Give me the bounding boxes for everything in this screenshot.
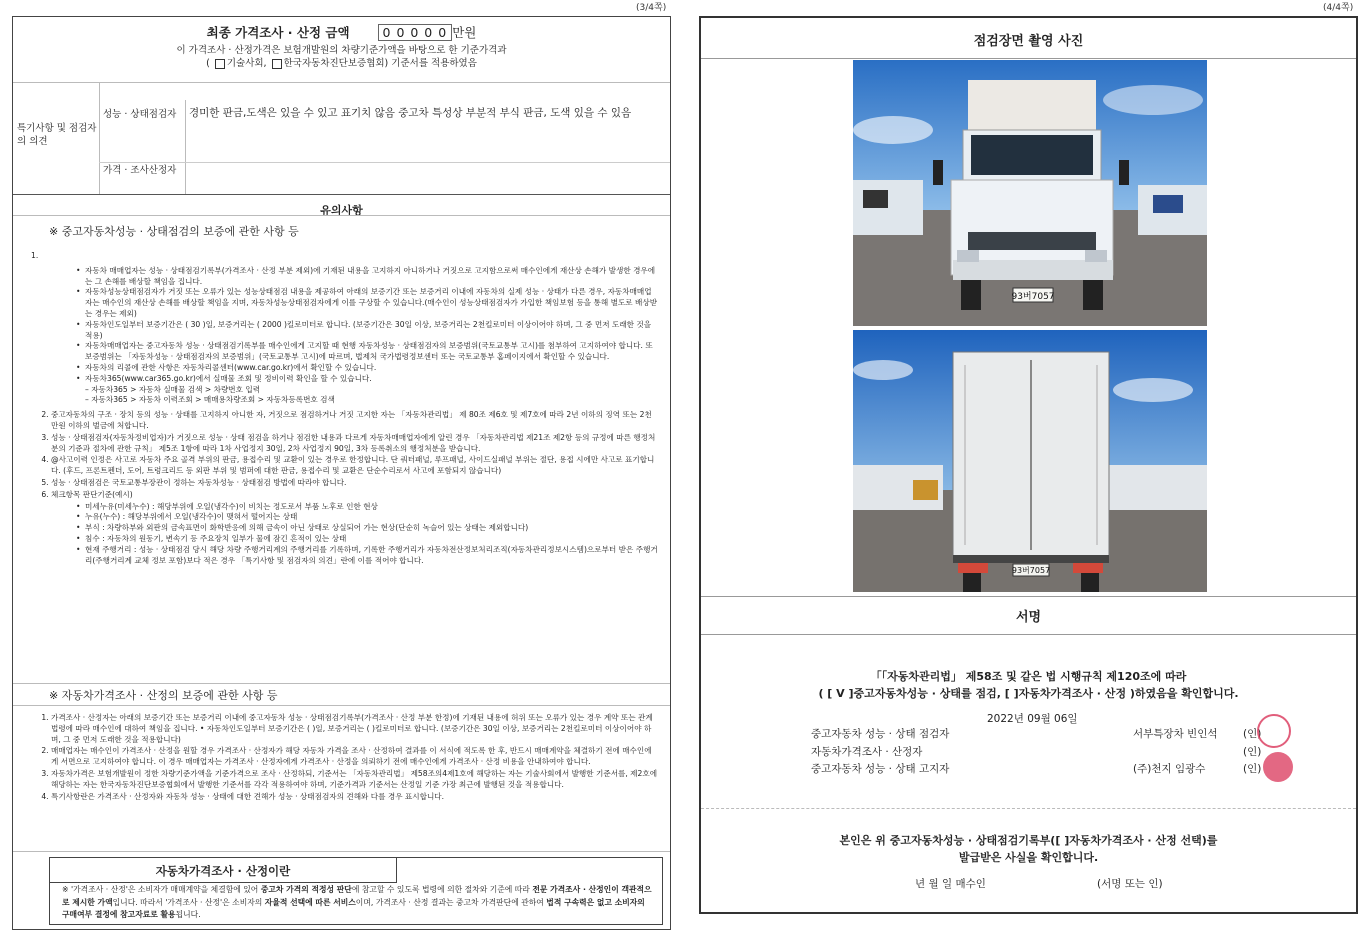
signer-seal: (인) — [1243, 745, 1262, 758]
section1-item-3: 3. 성능 · 상태점검자(자동차정비업자)가 거짓으로 성능 · 상태 점검을 하거나 점검한 내용과 다르게 자동차매매업자에게 알린 경우 「자동차관리법 제21조 제2항 등의 규정에 따른 행정처분의 기준과 절차에 관한 규칙」 제5조 1항에 따라 1차 사업정지 30일, 2차 사업정지 90일, 3차 등록취소의 행정처분을 받습니다. — [51, 433, 658, 455]
section1-bullet-5: • 자동차의 리콜에 관한 사항은 자동차리콜센터(www.car.go.kr)에서 확인할 수 있습니다. — [85, 363, 658, 374]
law-line2: ( [ V ]중고자동차성능 · 상태를 점검, [ ]자동차가격조사 · 산정 )하였음을 확인합니다. — [818, 687, 1239, 700]
section1-bullet-list — [31, 266, 658, 406]
notice-title-text: 유의사항 — [320, 204, 363, 217]
section1-bullet-2: • 자동차성능상태점검자가 거짓 또는 오류가 있는 성능상태점검 내용을 제공하여 아래의 보증기간 또는 보증거리 이내에 자동차의 실제 성능 · 상태가 다른 경우, 자동차매매업자는 매수인의 재산상 손해를 배상할 책임을 지며, 자동차성능상태점검자에게 이를 구상할 수 있습니다.(매수인이 성능상태점검자가 가입한 책임보험 등을 통해 별도로 배상받는 경우는 제외) — [85, 287, 658, 319]
signer-seal: (인) — [1243, 763, 1262, 775]
criteria-item-4: • 침수 : 자동차의 원동기, 변속기 등 주요장치 일부가 물에 잠긴 흔적이 있는 상태 — [85, 534, 658, 545]
buyer-confirmation — [701, 832, 1356, 866]
section1-bullet-3: • 자동차인도일부터 보증기간은 ( 30 )일, 보증거리는 ( 2000 )킬로미터로 합니다. (보증기간은 30일 이상, 보증거리는 2천킬로미터 이상이어야 하며, 그 중 먼저 도래한 것을 적용) — [85, 320, 658, 342]
price-assessment-info-box — [49, 857, 663, 925]
perf-inspector-label: 성능 · 상태점검자 — [103, 109, 177, 120]
section1-item-5: 5. 성능 · 상태점검은 국토교통부장관이 정하는 자동차성능 · 상태점검 방법에 따라야 합니다. — [51, 478, 658, 489]
criteria-item-3: • 부식 : 차량하부와 외판의 금속표면이 화학반응에 의해 금속이 아닌 상태로 상실되어 가는 현상(단순히 녹슬어 있는 상태는 제외합니다) — [85, 523, 658, 534]
signer-row — [811, 744, 1281, 762]
special-notes-label: 특기사항 및 점검자의 의견 — [17, 123, 97, 147]
signer-row — [811, 761, 1281, 779]
what-is-e: 입니다. 따라서 '가격조사 · 산정'은 소비자의 — [112, 897, 263, 907]
seal-stamp-inspector — [1257, 714, 1291, 748]
signer-row — [811, 726, 1281, 744]
section1-title: ※ 중고자동차성능 · 상태점검의 보증에 관한 사항 등 — [49, 225, 299, 238]
signer-role: 중고자동차 성능 · 상태 고지자 — [811, 763, 950, 775]
what-is-i: 됩니다. — [175, 910, 201, 919]
what-is-f: 자율적 선택에 따른 서비스 — [264, 897, 356, 907]
section1-bullet-6: • 자동차365(www.car365.go.kr)에서 실매물 조회 및 정비이력 확인을 할 수 있습니다. – 자동차365 > 자동차 실매물 검색 > 차량번호 입력 – 자동차365 > 자동차 이력조회 > 매매용차량조회 > 자동차등록번호 검색 — [85, 374, 658, 406]
law-statement — [701, 668, 1356, 702]
section2-item-2: 2. 매매업자는 매수인이 가격조사 · 산정을 원할 경우 가격조사 · 산정자가 해당 자동차 가격을 조사 · 산정하여 결과를 이 서식에 적도록 한 후, 반드시 매매계약을 체결하기 전에 매수인에게 서면으로 고지하여야 합니다. 이 경우 매매업자는 가격조사 · 산정자에게 가격조사 · 산정을 의뢰하기 전에 매수인에게 가격조사 · 산정 비용을 안내하여야 합니다. — [51, 746, 658, 768]
signer-role: 중고자동차 성능 · 상태 점검자 — [811, 728, 950, 740]
inspection-form-page-4 — [699, 16, 1358, 914]
truck-front-photo — [853, 60, 1207, 326]
section1-item-6: 6. 체크항목 판단기준(예시) — [51, 490, 658, 501]
confirm-line2: 발급받은 사실을 확인합니다. — [958, 851, 1099, 864]
criteria-item-5: • 현재 주행거리 : 성능 · 상태점검 당시 해당 차량 주행거리계의 주행거리를 기록하며, 기록한 주행거리가 자동차전산정보처리조직(자동차관리정보시스템)으로부터 받은 주행거리(주행거리계 교체 정보 포함)보다 적은 경우 「특기사항 및 점검자의 의견」란에 이를 적어야 합니다. — [85, 545, 658, 567]
checkbox-kaida[interactable] — [272, 59, 282, 69]
section1-bullet-4: • 자동차매매업자는 중고자동차 성능 · 상태점검기록부를 매수인에게 고지할 때 현행 자동차성능 · 상태점검자의 보증범위(국토교통부 고시)를 첨부하여 고지하여야 합니다. 또 보증범위는 「자동차성능 · 상태점검자의 보증범위」(국토교통부 고시)에 따르며, 법제처 국가법령정보센터 또는 국토교통부 홈페이지에서 확인할 수 있습니다. — [85, 341, 658, 363]
price-assessor-label: 가격 · 조사산정자 — [103, 165, 177, 176]
inspection-form-page-3 — [12, 16, 671, 930]
buyer-signature-field[interactable]: (서명 또는 인) — [1097, 878, 1163, 890]
signature-title — [701, 606, 1356, 625]
page-number-left: (3/4쪽) — [636, 3, 667, 13]
section2-title: ※ 자동차가격조사 · 산정의 보증에 관한 사항 등 — [49, 689, 278, 702]
section2-item-1: 1. 가격조사 · 산정자는 아래의 보증기간 또는 보증거리 이내에 중고자동차 성능 · 상태점검기록부(가격조사 · 산정 부분 한정)에 기재된 내용에 허위 또는 오류가 있는 경우 계약 또는 관계법령에 따라 매수인에 대하여 책임을 집니다. • 자동차인도일부터 보증기간은 ( )일, 보증거리는 ( )킬로미터로 합니다. (보증기간은 30일 이상, 보증거리는 2천킬로미터 이상이어야 하며, 그 중 먼저 도래한 것을 적용합니다) — [51, 713, 658, 745]
what-is-c: 에 참고할 수 있도록 법령에 의한 절차와 기준에 따라 — [351, 885, 530, 894]
section2-item-3: 3. 자동차가격은 보험개발원이 정한 차량기준가액을 기준가격으로 조사 · 산정하되, 기준서는 「자동차관리법」 제58조의4제1호에 해당하는 자는 기술사회에서 발행한 기준서를, 제2호에 해당하는 자는 한국자동차진단보증협회에서 발행한 기준서를 각각 적용하여야 하며, 기준가격과 기준서는 산정일 기준 가장 최근에 발행된 것을 적용합니다. — [51, 769, 658, 791]
photo-title — [701, 30, 1356, 49]
what-is-g: 이며, 가격조사 · 산정 결과는 중고차 가격판단에 관하여 — [355, 897, 544, 907]
section1-bullet-1: • 자동차 매매업자는 성능 · 상태점검기록부(가격조사 · 산정 부분 제외)에 기재된 내용을 고지하지 아니하거나 거짓으로 고지함으로써 매수인에게 재산상 손해가 발생한 경우에는 그 손해를 배상할 책임을 집니다. — [85, 266, 658, 288]
law-line1: 「「자동차관리법」 제58조 및 같은 법 시행규칙 제120조에 따라 — [870, 670, 1187, 683]
section1-item-2: 2. 중고자동차의 구조 · 장치 등의 성능 · 상태를 고지하지 아니한 자, 거짓으로 점검하거나 거짓 고지한 자는 「자동차관리법」 제 80조 제6호 및 제7호에 따라 2년 이하의 징역 또는 2천만원 이하의 벌금에 처합니다. — [51, 410, 658, 432]
buyer-date: 년 월 일 매수인 — [915, 878, 986, 890]
truck-rear-photo — [853, 330, 1207, 592]
final-price-desc1: 이 가격조사 · 산정가격은 보험개발원의 차량기준가액을 바탕으로 한 기준가격과 — [176, 45, 507, 56]
signature-title-text: 서명 — [1015, 610, 1042, 625]
paren-open: ( — [206, 58, 210, 69]
checkbox-tech-society[interactable] — [215, 59, 225, 69]
final-price-label: 최종 가격조사 · 산정 금액 — [206, 25, 350, 40]
what-is-h: 법적 구속력은 없고 소비자의 구매여부 결정에 참고자료로 활용 — [62, 897, 645, 919]
rear-plate-text: 93버7057 — [1011, 566, 1051, 575]
option-kaida: 한국자동차진단보증협회) 기준서를 적용하였음 — [283, 58, 477, 69]
section2-body — [31, 713, 658, 803]
signer-seal: (인) — [1243, 728, 1262, 740]
section1-numbered-list — [31, 410, 658, 500]
criteria-item-2: • 누유(누수) : 해당부위에서 오일(냉각수)이 맺혀서 떨어지는 상태 — [85, 512, 658, 523]
signer-role: 자동차가격조사 · 산정자 — [811, 745, 923, 758]
section2-numbered-list — [31, 713, 658, 802]
front-plate-text: 93버7057 — [1011, 292, 1055, 302]
criteria-item-1: • 미세누유(미세누수) : 해당부위에 오일(냉각수)이 비치는 정도로서 부품 노후로 인한 현상 — [85, 502, 658, 513]
section1-item-4: 4. @사고이력 인정은 사고로 자동차 주요 골격 부위의 판금, 용접수리 및 교환이 있는 경우로 한정합니다. 단 쿼터패널, 루프패널, 사이드실패널 부위는 절단, 용접 시에만 사고로 표기합니다. (후드, 프론트펜더, 도어, 트렁크리드 등 외판 부위 및 범퍼에 대한 판금, 용접수리 및 교환은 단순수리로서 사고에 포함되지 않습니다) — [51, 455, 658, 477]
final-price-section — [13, 23, 670, 83]
signers-list — [811, 726, 1281, 779]
what-is-a: ※ '가격조사 · 산정'은 소비자가 매매계약을 체결함에 있어 — [62, 885, 259, 894]
section1-item1-num: 1. — [31, 251, 39, 260]
what-is-b: 중고차 가격의 적정성 판단 — [260, 885, 352, 894]
what-is-d: 전문 가격조사 · 산정인이 객관적으로 제시한 가액 — [62, 885, 652, 907]
confirm-line1: 본인은 위 중고자동차성능 · 상태점검기록부([ ]자동차가격조사 · 산정 선택)를 — [839, 834, 1218, 847]
what-is-title-text: 자동차가격조사 · 산정이란 — [155, 864, 291, 878]
signer-name: 서부특장차 빈인석 — [1133, 728, 1218, 740]
section2-item-4: 4. 특기사항란은 가격조사 · 산정자와 자동차 성능 · 상태에 대한 견해가 성능 · 상태점검자의 견해와 다를 경우 표시합니다. — [51, 792, 658, 803]
special-notes-section — [13, 82, 670, 194]
section1-body — [31, 251, 658, 566]
page-number-right: (4/4쪽) — [1323, 3, 1354, 13]
seal-stamp-notifier — [1263, 752, 1293, 782]
perf-inspector-opinion: 경미한 판금,도색은 있을 수 있고 표기치 않음 중고차 특성상 부분적 부식 판금, 도색 있을 수 있음 — [189, 107, 632, 119]
what-is-text — [62, 884, 654, 922]
section1-criteria-list — [31, 502, 658, 567]
sign-date: 2022년 09월 06일 — [987, 713, 1078, 725]
photo-title-text: 점검장면 촬영 사진 — [973, 34, 1084, 49]
option-tech-society: 기술사회, — [226, 58, 267, 69]
signer-name: (주)천지 임광수 — [1133, 763, 1206, 775]
final-price-unit: 만원 — [452, 25, 477, 40]
what-is-title — [50, 858, 397, 883]
final-price-digits: 0 0 0 0 0 — [378, 24, 453, 41]
